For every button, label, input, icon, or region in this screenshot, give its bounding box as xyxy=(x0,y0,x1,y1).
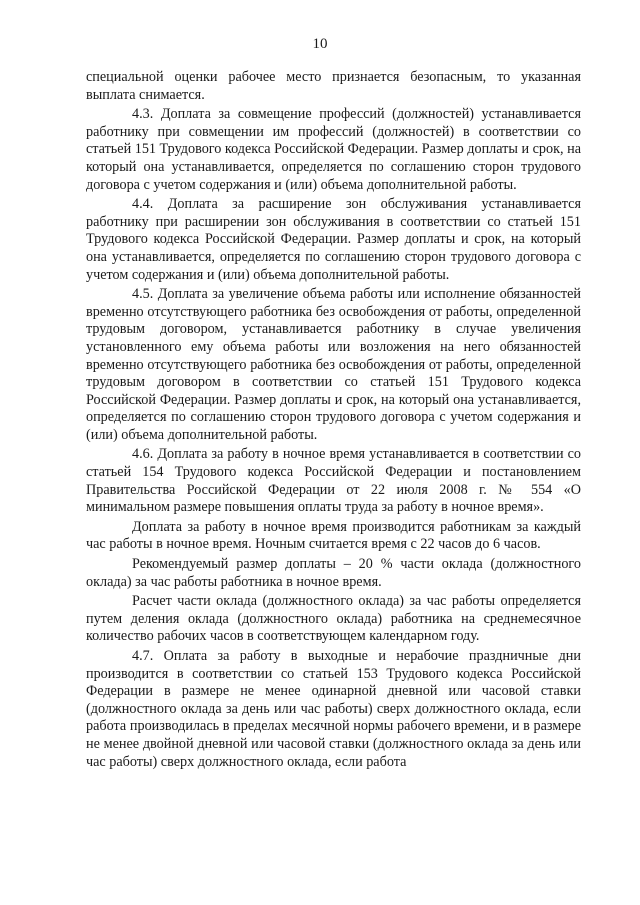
paragraph-4-4: 4.4. Доплата за расширение зон обслуживания устанавливается работнику при расширении зон обслуживания в соответствии со статьей 151 Трудового кодекса Российской Федерации. Размер доплаты и срок, на который она устанавливается, определяется по соглашению сторон трудового договора с учетом содержания и (или) объема дополнительной работы. xyxy=(86,196,581,283)
paragraph-continuation: специальной оценки рабочее место признается безопасным, то указанная выплата снимается. xyxy=(86,69,581,103)
paragraph-night-work-hours: Доплата за работу в ночное время производится работникам за каждый час работы в ночное время. Ночным считается время с 22 часов до 6 часов. xyxy=(86,518,581,553)
paragraph-4-7: 4.7. Оплата за работу в выходные и нерабочие праздничные дни производится в соответствии со статьей 153 Трудового кодекса Российской Федерации в размере не менее одинарной дневной или часовой ставки (должностного оклада за день или час работы) сверх должностного оклада, если работа производилась в пределах месячной нормы рабочего времени, и в размере не менее двойной дневной или часовой ставки (должностного оклада за день или час работы) сверх должностного оклада, если работа xyxy=(86,648,581,770)
paragraph-4-6: 4.6. Доплата за работу в ночное время устанавливается в соответствии со статьей 154 Трудового кодекса Российской Федерации и постановлением Правительства Российской Федерации от 22 июля 2008 г. № 554 «О минимальном размере повышения оплаты труда за работу в ночное время». xyxy=(86,446,581,516)
document-body xyxy=(86,69,581,773)
paragraph-4-5: 4.5. Доплата за увеличение объема работы или исполнение обязанностей временно отсутствующего работника без освобождения от работы, определенной трудовым договором, устанавливается работнику в случае увеличения установленного ему объема работы или возложения на него обязанностей временно отсутствующего работника без освобождения от работы, определенной трудовым договором в соответствии со статьей 151 Трудового кодекса Российской Федерации. Размер доплаты и срок, на который она устанавливается, определяется по соглашению сторон трудового договора с учетом содержания и (или) объема дополнительной работы. xyxy=(86,286,581,443)
paragraph-4-3: 4.3. Доплата за совмещение профессий (должностей) устанавливается работнику при совмещении им профессий (должностей) в соответствии со статьей 151 Трудового кодекса Российской Федерации. Размер доплаты и срок, на который она устанавливается, определяется по соглашению сторон трудового договора с учетом содержания и (или) объема дополнительной работы. xyxy=(86,106,581,193)
paragraph-recommended-rate: Рекомендуемый размер доплаты – 20 % части оклада (должностного оклада) за час работы работника в ночное время. xyxy=(86,556,581,590)
page-number: 10 xyxy=(312,36,328,52)
paragraph-hourly-calculation: Расчет части оклада (должностного оклада) за час работы определяется путем деления оклада (должностного оклада) работника на среднемесячное количество рабочих часов в соответствующем календарном году. xyxy=(86,593,581,645)
